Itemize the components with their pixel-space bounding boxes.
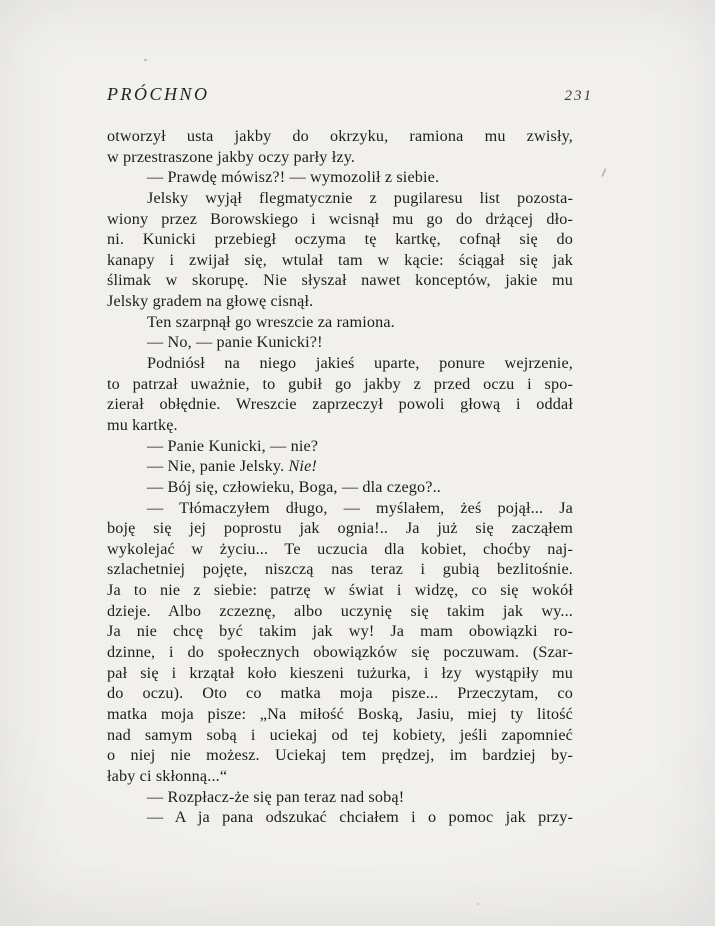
emphasized-text: Nie! bbox=[288, 457, 317, 476]
text-segment: Jelsky wyjął flegmatycznie z pugilaresu list pozosta- bbox=[147, 188, 573, 207]
text-line bbox=[107, 559, 573, 580]
text-block bbox=[107, 126, 573, 828]
text-line bbox=[107, 147, 573, 168]
text-line bbox=[107, 683, 573, 704]
text-line bbox=[107, 539, 573, 560]
text-segment: szlachetniej pojęte, niszczą nas teraz i gubią bezlitośnie. bbox=[107, 560, 573, 579]
text-line bbox=[107, 209, 573, 230]
scratch-mark bbox=[601, 168, 606, 177]
dust-speck bbox=[144, 59, 147, 61]
page-number: 231 bbox=[564, 88, 593, 104]
text-segment: ni. Kunicki przebiegł oczyma tę kartkę, cofnął się do bbox=[107, 230, 573, 249]
text-line bbox=[107, 374, 573, 395]
text-segment: Jelsky gradem na głowę cisnął. bbox=[107, 292, 314, 311]
text-line bbox=[107, 745, 573, 766]
text-segment: — A ja pana odszukać chciałem i o pomoc jak przy- bbox=[147, 808, 573, 827]
text-segment: nad samym sobą i uciekaj od tej kobiety, jeśli zapomnieć bbox=[107, 725, 573, 744]
text-line bbox=[107, 621, 573, 642]
text-line bbox=[107, 498, 573, 519]
text-line bbox=[107, 580, 573, 601]
text-segment: boję się jej poprostu jak ognia!.. Ja już się zacząłem bbox=[107, 519, 573, 538]
text-segment: łaby ci skłonną...“ bbox=[107, 766, 228, 785]
text-segment: do oczu). Oto co matka moja pisze... Przeczytam, co bbox=[107, 684, 573, 703]
text-line bbox=[107, 663, 573, 684]
text-segment: Podniósł na niego jakieś uparte, ponure wejrzenie, bbox=[147, 354, 573, 373]
text-segment: — Prawdę mówisz?! — wymozolił z siebie. bbox=[147, 168, 440, 187]
text-line bbox=[107, 456, 573, 477]
text-segment: pał się i krzątał koło kieszeni tużurka, i łzy wystąpiły mu bbox=[107, 663, 573, 682]
running-title: PRÓCHNO bbox=[107, 84, 210, 104]
text-segment: mu kartkę. bbox=[107, 415, 178, 434]
text-segment: otworzył usta jakby do okrzyku, ramiona mu zwisły, bbox=[107, 127, 573, 145]
text-segment: matka moja pisze: „Na miłość Boską, Jasiu, miej ty litość bbox=[107, 704, 573, 723]
text-line bbox=[107, 787, 573, 808]
page-header bbox=[107, 84, 593, 105]
text-line bbox=[107, 291, 573, 312]
text-line bbox=[107, 353, 573, 374]
text-line bbox=[107, 477, 573, 498]
text-line bbox=[107, 188, 573, 209]
text-line bbox=[107, 725, 573, 746]
text-segment: zierał obłędnie. Wreszcie zaprzeczył powoli głową i oddał bbox=[107, 395, 573, 414]
text-segment: — Rozpłacz-że się pan teraz nad sobą! bbox=[147, 787, 405, 806]
text-line bbox=[107, 394, 573, 415]
text-line bbox=[107, 518, 573, 539]
text-line bbox=[107, 766, 573, 787]
dust-speck bbox=[477, 903, 479, 905]
text-line bbox=[107, 229, 573, 250]
text-segment: Ten szarpnął go wreszcie za ramiona. bbox=[147, 312, 395, 331]
text-segment: kanapy i zwijał się, wtulał tam w kącie: ściągał się jak bbox=[107, 250, 573, 269]
text-segment: Ja nie chcę być takim jak wy! Ja mam obowiązki ro- bbox=[107, 622, 573, 641]
text-line bbox=[107, 312, 573, 333]
text-line bbox=[107, 601, 573, 622]
text-line bbox=[107, 642, 573, 663]
text-line bbox=[107, 807, 573, 828]
text-line bbox=[107, 332, 573, 353]
text-line bbox=[107, 270, 573, 291]
text-line bbox=[107, 415, 573, 436]
text-segment: to patrzał uważnie, to gubił go jakby z przed oczu i spo- bbox=[107, 374, 573, 393]
text-segment: o niej nie możesz. Uciekaj tem prędzej, im bardziej by- bbox=[107, 746, 573, 765]
text-line bbox=[107, 250, 573, 271]
text-line bbox=[107, 167, 573, 188]
text-segment: wykolejać w życiu... Te uczucia dla kobiet, choćby naj- bbox=[107, 539, 573, 558]
text-segment: — Bój się, człowieku, Boga, — dla czego?.. bbox=[147, 477, 441, 496]
text-segment: Ja to nie z siebie: patrzę w świat i widzę, co się wokół bbox=[107, 581, 573, 600]
text-segment: ślimak w skorupę. Nie słyszał nawet konceptów, jakie mu bbox=[107, 271, 573, 290]
text-segment: — Nie, panie Jelsky. bbox=[147, 457, 289, 476]
text-segment: — Tłómaczyłem długo, — myślałem, żeś pojął... Ja bbox=[147, 498, 573, 517]
text-segment: dzinne, i do społecznych obowiązków się poczuwam. (Szar- bbox=[107, 643, 573, 662]
text-line bbox=[107, 704, 573, 725]
text-line bbox=[107, 126, 573, 147]
text-segment: w przestraszone jakby oczy parły łzy. bbox=[107, 147, 356, 166]
text-segment: dzieje. Albo zczeznę, albo uczynię się takim jak wy... bbox=[107, 601, 573, 620]
text-segment: — No, — panie Kunicki?! bbox=[147, 333, 323, 352]
text-segment: wiony przez Borowskiego i wcisnął mu go do drżącej dło- bbox=[107, 209, 573, 228]
text-segment: — Panie Kunicki, — nie? bbox=[147, 436, 319, 455]
text-line bbox=[107, 436, 573, 457]
